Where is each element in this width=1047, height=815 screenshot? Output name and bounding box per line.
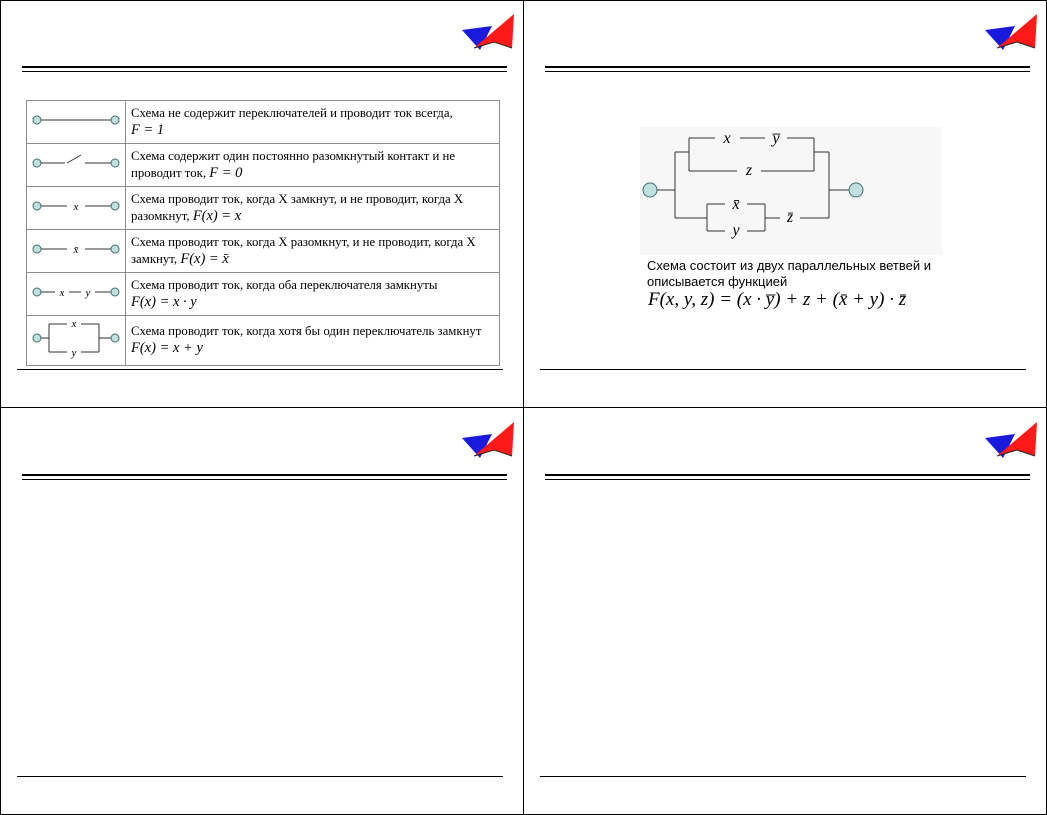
row-text: Схема проводит ток, когда X разомкнут, и не проводит, когда X замкнут, [131,234,476,266]
circuit-switch-x [27,187,126,230]
table-row [27,230,500,273]
switch-label-x: x [73,201,79,213]
header-rule-thin [545,71,1030,72]
circuit-series [27,273,126,316]
horizontal-divider [0,407,1047,408]
label-x: x [723,130,731,147]
switch-label-y: y [85,287,91,299]
row-formula: F(x) = x + y [131,340,203,356]
header-rule [545,66,1030,68]
row-text: Схема проводит ток, когда хотя бы один переключатель замкнут [131,324,482,338]
header-rule-thin [22,71,507,72]
row-formula: F(x) = x̄ [180,250,229,267]
circuit-open-contact [27,144,126,187]
switch-label-xbar: x̄ [73,244,79,256]
logo-icon [983,420,1039,460]
table-row [27,144,500,187]
table-row [27,273,500,316]
table-row [27,187,500,230]
circuit-formula: F(x, y, z) = (x · y̅) + z + (x̄ + y) · z̄ [648,289,907,310]
label-z-bar: z̄ [786,209,794,226]
switch-label-y: y [71,347,77,359]
row-text: Схема не содержит переключателей и проводит ток всегда, [131,105,453,120]
circuit-parallel [27,316,126,366]
row-formula: F(x) = x · y [131,293,197,310]
switch-table [26,100,500,366]
switch-label-x: x [71,318,77,330]
circuit-description: Схема состоит из двух параллельных ветвей и описывается функцией [647,258,931,289]
logo-icon [460,12,516,52]
row-text: Схема проводит ток, когда X замкнут, и не проводит, когда X разомкнут, [131,191,464,223]
label-y: y [732,222,740,239]
logo-icon [460,420,516,460]
header-rule-thin [22,479,507,480]
table-row [27,101,500,144]
row-formula: F(x) = x [192,207,242,224]
header-rule [22,66,507,68]
header-rule [22,474,507,476]
footer-rule [540,776,1026,777]
row-text: Схема проводит ток, когда оба переключателя замкнуты [131,277,438,292]
label-y-bar: y̅ [772,130,780,147]
circuit-always-on [27,101,126,144]
row-text: Схема содержит один постоянно разомкнутый контакт и не проводит ток, [131,148,456,180]
footer-rule [540,369,1026,370]
circuit-diagram [640,127,942,255]
table-row [27,316,500,366]
header-rule [545,474,1030,476]
row-formula: F = 1 [131,121,165,138]
footer-rule [17,369,503,370]
footer-rule [17,776,503,777]
row-formula: F = 0 [209,164,243,181]
logo-icon [983,12,1039,52]
label-x-bar: x̄ [732,196,740,213]
header-rule-thin [545,479,1030,480]
circuit-switch-not-x [27,230,126,273]
switch-label-x: x [59,287,65,299]
label-z: z [745,162,753,179]
